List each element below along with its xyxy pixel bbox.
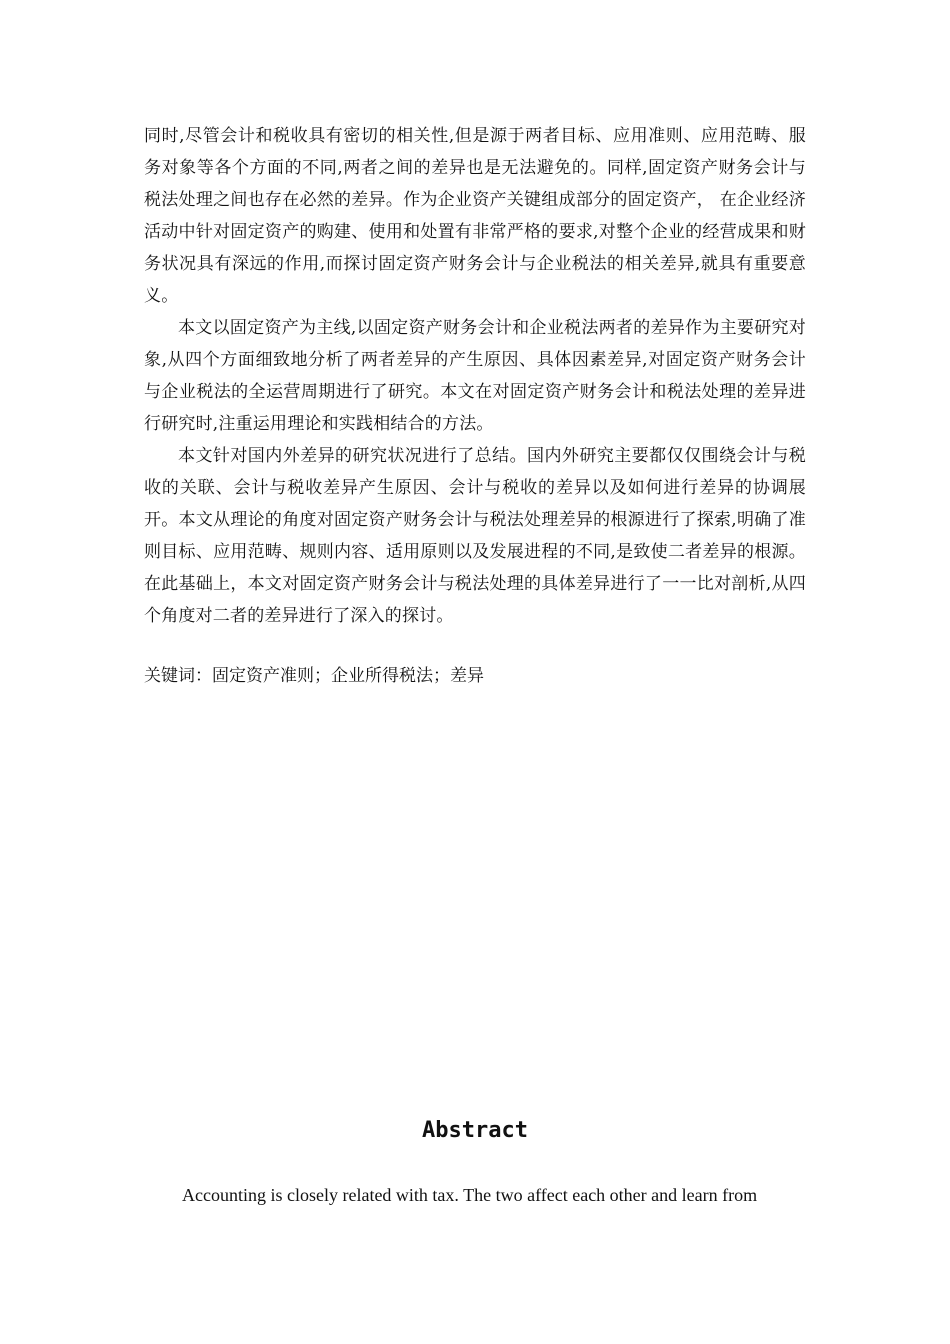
keywords-line: 关键词：固定资产准则；企业所得税法；差异: [144, 666, 484, 686]
chinese-abstract-section: [144, 120, 806, 692]
abstract-paragraph-3: 本文针对国内外差异的研究状况进行了总结。国内外研究主要都仅仅围绕会计与税收的关联、会计与税收差异产生原因、会计与税收的差异以及如何进行差异的协调展开。本文从理论的角度对固定资产财务会计与税法处理差异的根源进行了探索,明确了准则目标、应用范畴、规则内容、适用原则以及发展进程的不同,是致使二者差异的根源。在此基础上，本文对固定资产财务会计与税法处理的具体差异进行了一一比对剖析,从四个角度对二者的差异进行了深入的探讨。: [144, 446, 806, 626]
english-abstract-paragraph-1: Accounting is closely related with tax. The two affect each other and learn from: [182, 1185, 758, 1205]
abstract-paragraph-2: 本文以固定资产为主线,以固定资产财务会计和企业税法两者的差异作为主要研究对象,从四个方面细致地分析了两者差异的产生原因、具体因素差异,对固定资产财务会计与企业税法的全运营周期进行了研究。本文在对固定资产财务会计和税法处理的差异进行研究时,注重运用理论和实践相结合的方法。: [144, 318, 806, 434]
abstract-paragraph-1: 同时,尽管会计和税收具有密切的相关性,但是源于两者目标、应用准则、应用范畴、服务对象等各个方面的不同,两者之间的差异也是无法避免的。同样,固定资产财务会计与税法处理之间也存在必然的差异。作为企业资产关键组成部分的固定资产， 在企业经济活动中针对固定资产的购建、使用和处置有非常严格的要求,对整个企业的经营成果和财务状况具有深远的作用,而探讨固定资产财务会计与企业税法的相关差异,就具有重要意义。: [144, 126, 806, 306]
english-abstract-heading: Abstract: [422, 1118, 528, 1143]
